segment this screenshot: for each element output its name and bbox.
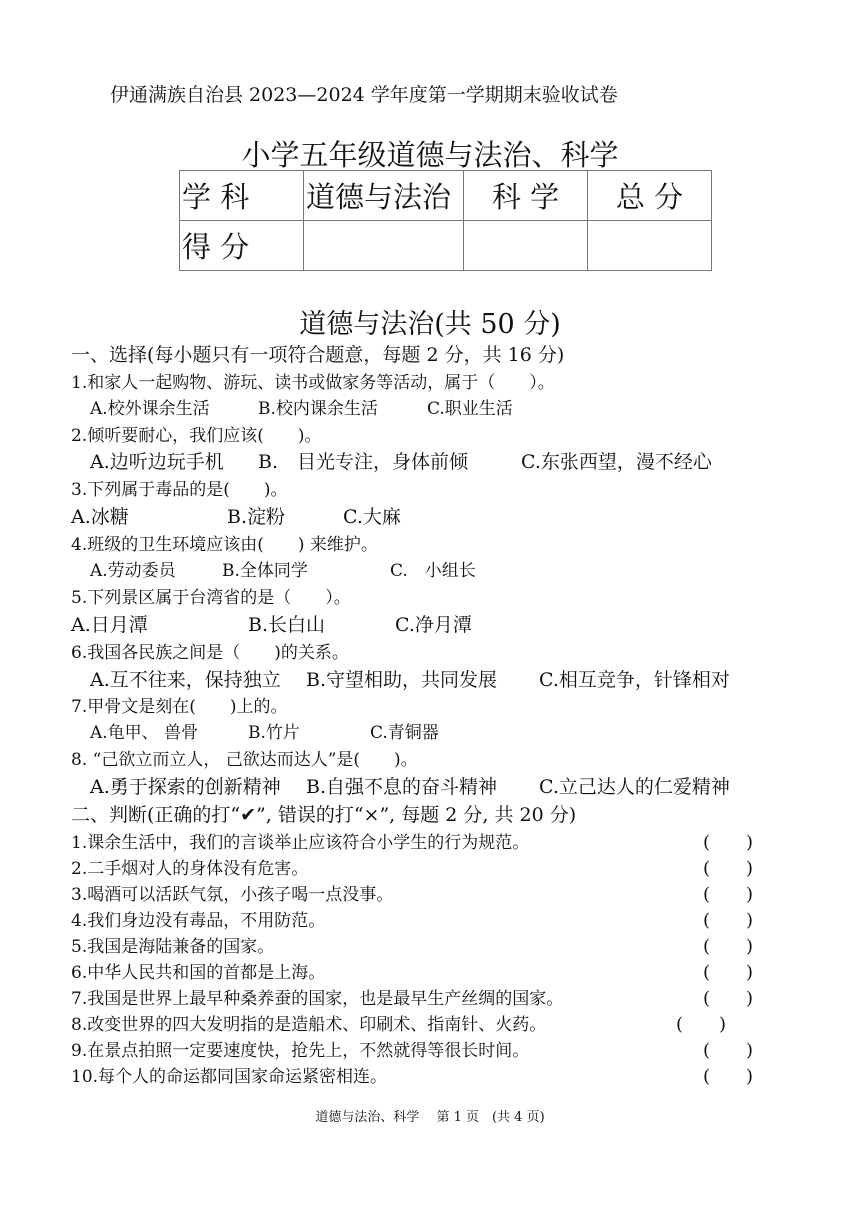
judge-item-1: 1.课余生活中，我们的言谈举止应该符合小学生的行为规范。 [71, 833, 530, 853]
section-title: 道德与法治(共 50 分) [299, 309, 561, 340]
q8-option-a: A.勇于探索的创新精神 [90, 776, 281, 798]
judge-item-3: 3.喝酒可以活跃气氛，小孩子喝一点没事。 [71, 885, 394, 905]
judge-item-5: 5.我国是海陆兼备的国家。 [71, 937, 275, 957]
judge-answer-8[interactable]: ( ) [676, 1014, 727, 1035]
score-table-score-row [180, 221, 712, 271]
q7-option-a: A.龟甲、 兽骨 [90, 723, 199, 743]
q1-option-a: A.校外课余生活 [90, 399, 210, 419]
page-footer: 道德与法治、科学 第 1 页 (共 4 页) [315, 1110, 545, 1125]
cell-morality-score[interactable] [304, 221, 464, 271]
judge-answer-7[interactable]: ( ) [703, 988, 754, 1009]
q5-option-c: C.净月潭 [395, 614, 472, 636]
judge-answer-10[interactable]: ( ) [703, 1066, 754, 1087]
judge-answer-3[interactable]: ( ) [703, 884, 754, 905]
q7-option-b: B.竹片 [248, 723, 300, 743]
cell-science-score[interactable] [464, 221, 588, 271]
cell-total-label: 总 分 [588, 171, 712, 221]
score-table [179, 170, 712, 271]
q4-option-b: B.全体同学 [222, 561, 308, 581]
judge-answer-9[interactable]: ( ) [703, 1040, 754, 1061]
question-2: 2.倾听要耐心，我们应该( )。 [71, 426, 322, 446]
q3-option-a: A.冰糖 [71, 506, 129, 528]
cell-total-score[interactable] [588, 221, 712, 271]
exam-header: 伊通满族自治县 2023—2024 学年度第一学期期末验收试卷 [110, 84, 618, 106]
score-table-header-row [180, 171, 712, 221]
q6-option-c: C.相互竞争，针锋相对 [539, 669, 730, 691]
judge-answer-1[interactable]: ( ) [703, 832, 754, 853]
question-6: 6.我国各民族之间是（ )的关系。 [71, 643, 349, 663]
judge-item-2: 2.二手烟对人的身体没有危害。 [71, 859, 309, 879]
cell-morality-label: 道德与法治 [304, 171, 464, 221]
q2-option-b: B. 目光专注，身体前倾 [258, 451, 469, 473]
judge-item-8: 8.改变世界的四大发明指的是造船术、印刷术、指南针、火药。 [71, 1015, 547, 1035]
q5-option-a: A.日月潭 [71, 614, 148, 636]
q8-option-c: C.立己达人的仁爱精神 [539, 776, 730, 798]
cell-score-label: 得 分 [180, 221, 304, 271]
judge-answer-5[interactable]: ( ) [703, 936, 754, 957]
q7-option-c: C.青铜器 [370, 723, 439, 743]
q4-option-a: A.劳动委员 [90, 561, 176, 581]
q3-option-b: B.淀粉 [227, 506, 286, 528]
part2-heading: 二、判断(正确的打“✔”, 错误的打“×”, 每题 2 分, 共 20 分) [71, 804, 577, 826]
judge-answer-4[interactable]: ( ) [703, 910, 754, 931]
cell-science-label: 科 学 [464, 171, 588, 221]
q8-option-b: B.自强不息的奋斗精神 [306, 776, 498, 798]
part1-heading: 一、选择(每小题只有一项符合题意，每题 2 分，共 16 分) [71, 344, 565, 366]
question-1: 1.和家人一起购物、游玩、读书或做家务等活动，属于（ ）。 [71, 373, 555, 393]
question-5: 5.下列景区属于台湾省的是（ ）。 [71, 588, 351, 608]
judge-item-10: 10.每个人的命运都同国家命运紧密相连。 [71, 1067, 388, 1087]
question-3: 3.下列属于毒品的是( )。 [71, 480, 288, 500]
q6-option-b: B.守望相助，共同发展 [306, 669, 498, 691]
judge-answer-2[interactable]: ( ) [703, 858, 754, 879]
judge-item-7: 7.我国是世界上最早种桑养蚕的国家，也是最早生产丝绸的国家。 [71, 989, 564, 1009]
judge-item-4: 4.我们身边没有毒品，不用防范。 [71, 911, 326, 931]
q2-option-a: A.边听边玩手机 [90, 451, 224, 473]
judge-answer-6[interactable]: ( ) [703, 962, 754, 983]
q1-option-b: B.校内课余生活 [258, 399, 378, 419]
cell-subject-label: 学 科 [180, 171, 304, 221]
judge-item-6: 6.中华人民共和国的首都是上海。 [71, 963, 326, 983]
question-4: 4.班级的卫生环境应该由( ) 来维护。 [71, 535, 378, 555]
q1-option-c: C.职业生活 [427, 399, 513, 419]
q6-option-a: A.互不往来，保持独立 [90, 669, 281, 691]
question-7: 7.甲骨文是刻在( )上的。 [71, 697, 288, 717]
judge-item-9: 9.在景点拍照一定要速度快，抢先上，不然就得等很长时间。 [71, 1041, 530, 1061]
q4-option-c: C. 小组长 [390, 561, 476, 581]
question-8: 8. “己欲立而立人， 己欲达而达人”是( )。 [71, 750, 418, 770]
q3-option-c: C.大麻 [343, 506, 401, 528]
q5-option-b: B.长白山 [248, 614, 326, 636]
page-title: 小学五年级道德与法治、科学 [241, 138, 619, 172]
q2-option-c: C.东张西望，漫不经心 [521, 451, 712, 473]
